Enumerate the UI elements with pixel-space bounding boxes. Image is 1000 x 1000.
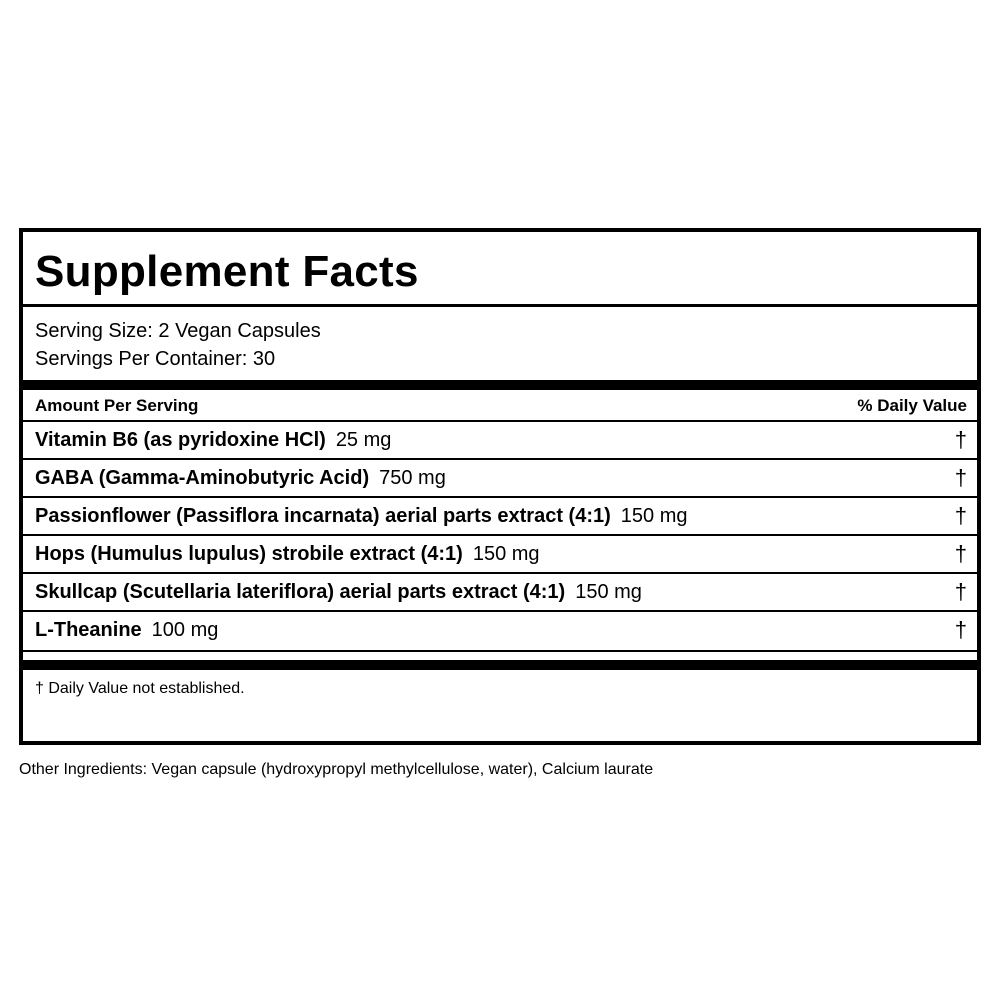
ingredient-row: [23, 460, 977, 498]
supplement-facts-panel: [19, 228, 981, 745]
dagger-symbol: †: [954, 465, 967, 490]
ingredient-row: [23, 422, 977, 460]
dagger-symbol: †: [954, 541, 967, 566]
dagger-symbol: †: [954, 579, 967, 604]
ingredient-amount: 150 mg: [472, 543, 540, 565]
ingredient-name: L-Theanine: [35, 619, 142, 641]
ingredient-name: GABA (Gamma-Aminobutyric Acid): [35, 467, 370, 489]
serving-size: Serving Size: 2 Vegan Capsules: [35, 320, 321, 342]
ingredient-row: [23, 612, 977, 648]
ingredient-amount: 100 mg: [151, 619, 219, 641]
daily-value-footnote: † Daily Value not established.: [35, 680, 245, 697]
dagger-symbol: †: [954, 617, 967, 642]
title-divider: [23, 304, 977, 307]
daily-value-label: % Daily Value: [857, 396, 967, 415]
ingredient-row: [23, 574, 977, 612]
supplement-facts-title: Supplement Facts: [35, 247, 419, 296]
ingredient-list: [23, 422, 977, 648]
servings-per-container: Servings Per Container: 30: [35, 348, 276, 370]
ingredient-row: [23, 498, 977, 536]
amount-header-row: [23, 390, 977, 420]
ingredient-amount: 150 mg: [575, 581, 642, 603]
dagger-symbol: †: [954, 503, 967, 528]
thick-divider-top: [23, 380, 977, 390]
other-ingredients: Other Ingredients: Vegan capsule (hydroxypropyl methylcellulose, water), Calcium laurate: [19, 761, 654, 778]
ingredient-amount: 750 mg: [379, 467, 446, 489]
thick-divider-bottom: [23, 660, 977, 670]
ingredient-amount: 25 mg: [335, 429, 392, 451]
ingredient-name: Skullcap (Scutellaria lateriflora) aerial parts extract (4:1): [35, 581, 566, 603]
ingredient-bottom-divider: [23, 650, 977, 652]
ingredient-name: Vitamin B6 (as pyridoxine HCl): [35, 429, 326, 451]
ingredient-amount: 150 mg: [620, 505, 688, 527]
ingredient-name: Passionflower (Passiflora incarnata) aerial parts extract (4:1): [35, 505, 611, 527]
dagger-symbol: †: [954, 427, 967, 452]
ingredient-name: Hops (Humulus lupulus) strobile extract (4:1): [35, 543, 463, 565]
amount-per-serving-label: Amount Per Serving: [35, 396, 199, 415]
ingredient-row: [23, 536, 977, 574]
